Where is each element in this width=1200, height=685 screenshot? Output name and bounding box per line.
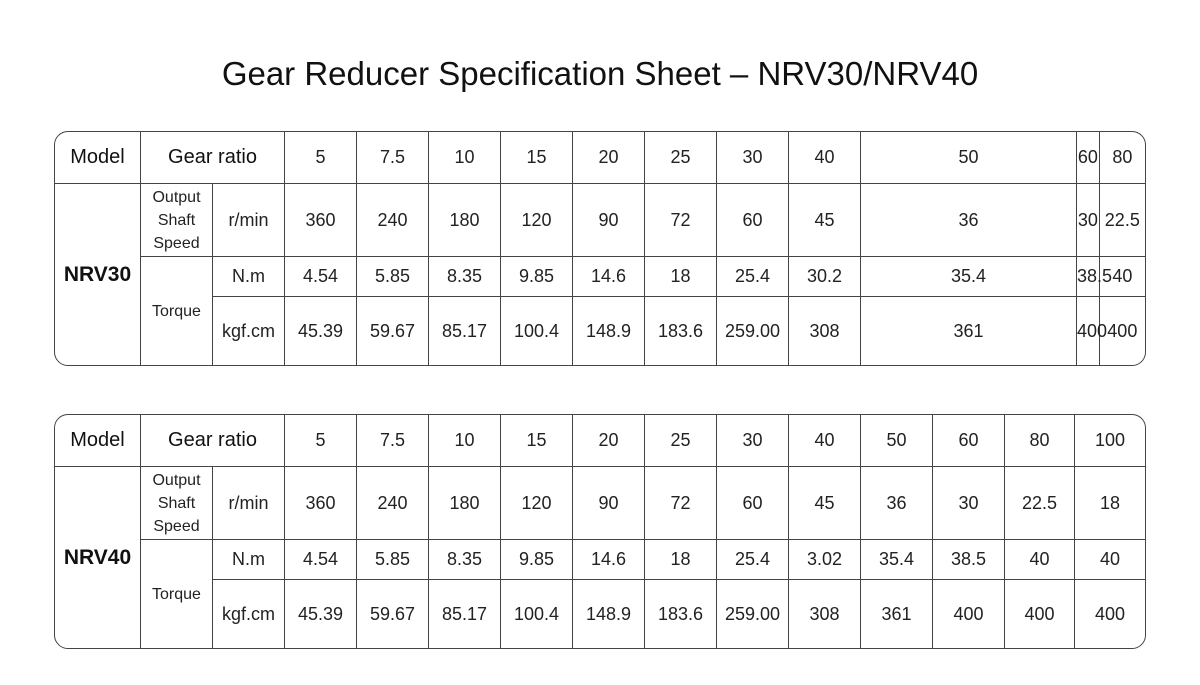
torque-kgf-cell: 59.67 [357, 297, 429, 365]
nrv30-spec-table [54, 131, 1146, 366]
torque-nm-cell: 4.54 [285, 540, 357, 580]
torque-kgf-cell: 148.9 [573, 580, 645, 648]
torque-label: Torque [141, 540, 213, 648]
nm-unit: N.m [213, 540, 285, 580]
torque-nm-cell: 38.5 [1077, 257, 1100, 297]
gear-ratio-header: Gear ratio [141, 415, 285, 467]
torque-nm-cell: 40 [1100, 257, 1145, 297]
torque-label: Torque [141, 257, 213, 365]
torque-kgf-cell: 59.67 [357, 580, 429, 648]
kgf-unit: kgf.cm [213, 580, 285, 648]
speed-cell: 360 [285, 184, 357, 257]
torque-nm-cell: 8.35 [429, 540, 501, 580]
ratio-cell: 100 [1075, 415, 1145, 467]
output-label-line: Output [152, 471, 201, 489]
torque-kgf-cell: 259.00 [717, 297, 789, 365]
torque-kgf-cell: 183.6 [645, 580, 717, 648]
speed-cell: 45 [789, 184, 861, 257]
nm-unit: N.m [213, 257, 285, 297]
torque-nm-cell: 25.4 [717, 257, 789, 297]
ratio-cell: 7.5 [357, 132, 429, 184]
torque-kgf-row [55, 297, 1145, 365]
torque-nm-cell: 5.85 [357, 257, 429, 297]
speed-cell: 180 [429, 467, 501, 540]
speed-cell: 60 [717, 467, 789, 540]
speed-cell: 90 [573, 467, 645, 540]
model-name: NRV30 [55, 184, 141, 365]
output-label-line: Speed [153, 517, 200, 535]
torque-kgf-cell: 100.4 [501, 580, 573, 648]
torque-nm-cell: 8.35 [429, 257, 501, 297]
torque-kgf-row [55, 580, 1145, 648]
ratio-cell: 20 [573, 132, 645, 184]
speed-cell: 22.5 [1100, 184, 1145, 257]
torque-nm-cell: 35.4 [861, 540, 933, 580]
speed-cell: 72 [645, 467, 717, 540]
ratio-cell: 10 [429, 132, 501, 184]
torque-nm-cell: 14.6 [573, 540, 645, 580]
nrv40-spec-table [54, 414, 1146, 649]
torque-nm-cell: 18 [645, 540, 717, 580]
speed-cell: 180 [429, 184, 501, 257]
ratio-cell: 7.5 [357, 415, 429, 467]
torque-nm-cell: 30.2 [789, 257, 861, 297]
torque-kgf-cell: 400 [933, 580, 1005, 648]
speed-row [55, 467, 1145, 540]
speed-cell: 120 [501, 184, 573, 257]
ratio-cell: 5 [285, 132, 357, 184]
output-shaft-speed-label [141, 184, 213, 257]
torque-nm-cell: 4.54 [285, 257, 357, 297]
output-shaft-speed-label [141, 467, 213, 540]
torque-nm-cell: 14.6 [573, 257, 645, 297]
torque-nm-cell: 40 [1005, 540, 1075, 580]
model-name: NRV40 [55, 467, 141, 648]
output-label-line: Output [152, 188, 201, 206]
torque-kgf-cell: 308 [789, 297, 861, 365]
torque-nm-cell: 9.85 [501, 257, 573, 297]
ratio-cell: 20 [573, 415, 645, 467]
speed-cell: 360 [285, 467, 357, 540]
speed-cell: 36 [861, 467, 933, 540]
rpm-unit: r/min [213, 467, 285, 540]
ratio-cell: 15 [501, 132, 573, 184]
ratio-cell: 25 [645, 132, 717, 184]
torque-nm-cell: 9.85 [501, 540, 573, 580]
speed-cell: 120 [501, 467, 573, 540]
ratio-cell: 40 [789, 132, 861, 184]
speed-cell: 30 [1077, 184, 1100, 257]
torque-kgf-cell: 45.39 [285, 580, 357, 648]
torque-kgf-cell: 85.17 [429, 297, 501, 365]
gear-ratio-header: Gear ratio [141, 132, 285, 184]
header-row [55, 132, 1145, 184]
speed-cell: 90 [573, 184, 645, 257]
ratio-cell: 50 [861, 132, 1077, 184]
torque-nm-cell: 5.85 [357, 540, 429, 580]
ratio-cell: 60 [933, 415, 1005, 467]
torque-kgf-cell: 183.6 [645, 297, 717, 365]
rpm-unit: r/min [213, 184, 285, 257]
torque-kgf-cell: 400 [1094, 603, 1126, 624]
ratio-cell: 80 [1005, 415, 1075, 467]
model-header: Model [55, 415, 141, 467]
ratio-cell: 10 [429, 415, 501, 467]
speed-cell: 30 [933, 467, 1005, 540]
torque-nm-cell: 18 [645, 257, 717, 297]
speed-row [55, 184, 1145, 257]
model-header: Model [55, 132, 141, 184]
torque-kgf-cell: 148.9 [573, 297, 645, 365]
ratio-cell: 60 [1077, 132, 1100, 184]
ratio-cell: 40 [789, 415, 861, 467]
torque-kgf-cell: 400 [1005, 580, 1075, 648]
speed-cell: 72 [645, 184, 717, 257]
speed-cell: 240 [357, 467, 429, 540]
torque-kgf-cell: 400 [1077, 297, 1100, 365]
page-title: Gear Reducer Specification Sheet – NRV30/NRV40 [221, 55, 979, 92]
torque-kgf-cell: 100.4 [501, 297, 573, 365]
ratio-cell: 30 [717, 415, 789, 467]
ratio-cell: 5 [285, 415, 357, 467]
output-label-line: Speed [153, 234, 200, 252]
torque-nm-cell: 25.4 [717, 540, 789, 580]
output-label-line: Shaft [157, 494, 196, 512]
speed-cell: 60 [717, 184, 789, 257]
header-row [55, 415, 1145, 467]
torque-nm-cell: 40 [1075, 540, 1145, 580]
speed-cell: 240 [357, 184, 429, 257]
torque-kgf-cell: 400 [1107, 320, 1138, 341]
ratio-cell: 15 [501, 415, 573, 467]
speed-cell: 18 [1075, 467, 1145, 540]
kgf-unit: kgf.cm [213, 297, 285, 365]
speed-cell: 36 [861, 184, 1077, 257]
torque-nm-cell: 35.4 [861, 257, 1077, 297]
torque-nm-row [55, 540, 1145, 580]
torque-kgf-cell: 259.00 [717, 580, 789, 648]
ratio-cell: 25 [645, 415, 717, 467]
torque-kgf-cell: 45.39 [285, 297, 357, 365]
speed-cell: 45 [789, 467, 861, 540]
torque-kgf-cell: 361 [861, 297, 1077, 365]
ratio-cell: 80 [1100, 132, 1145, 184]
output-label-line: Shaft [157, 211, 196, 229]
ratio-cell: 30 [717, 132, 789, 184]
torque-nm-row [55, 257, 1145, 297]
torque-nm-cell: 3.02 [789, 540, 861, 580]
ratio-cell: 50 [861, 415, 933, 467]
torque-kgf-cell: 308 [789, 580, 861, 648]
torque-kgf-cell: 85.17 [429, 580, 501, 648]
torque-kgf-cell: 361 [861, 580, 933, 648]
torque-nm-cell: 38.5 [933, 540, 1005, 580]
speed-cell: 22.5 [1005, 467, 1075, 540]
